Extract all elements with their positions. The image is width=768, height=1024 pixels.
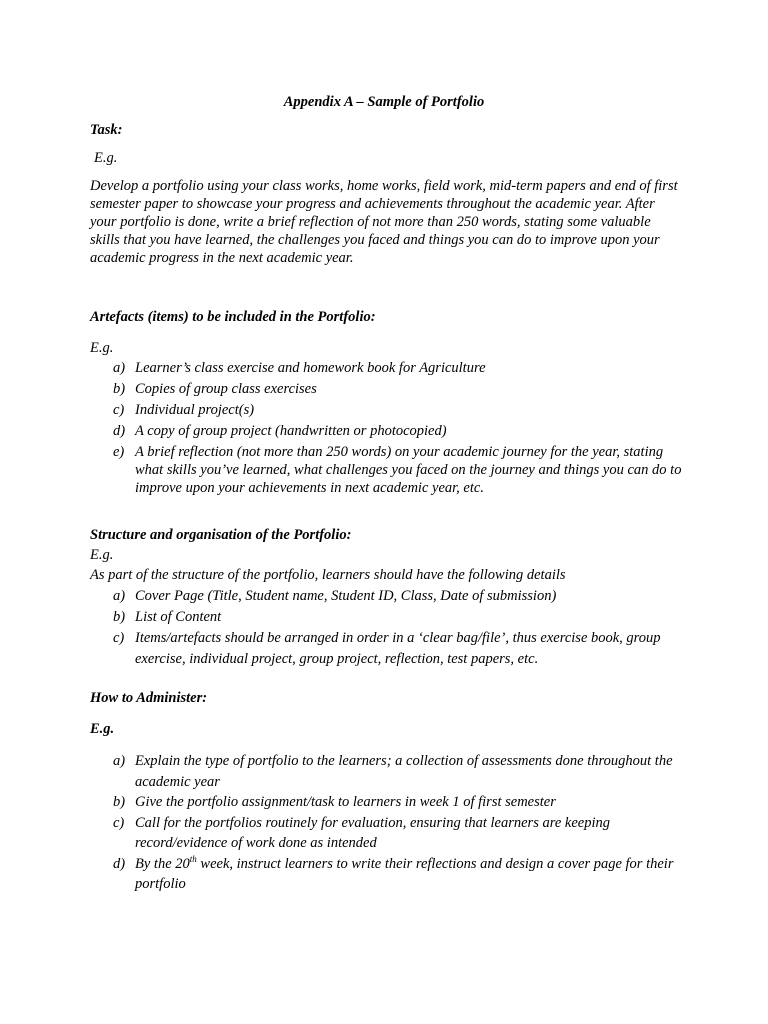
list-item bbox=[90, 628, 690, 670]
artefacts-eg: E.g. bbox=[90, 340, 114, 356]
list-marker: d) bbox=[113, 423, 126, 439]
list-item bbox=[90, 854, 690, 895]
structure-list bbox=[90, 586, 690, 670]
list-item-text-post: week, instruct learners to write their reflections and design a cover page for their portfolio bbox=[135, 855, 674, 892]
list-item-text: Give the portfolio assignment/task to learners in week 1 of first semester bbox=[135, 794, 556, 810]
list-item-text: List of Content bbox=[135, 609, 222, 625]
administer-heading: How to Administer: bbox=[90, 690, 208, 706]
administer-eg: E.g. bbox=[90, 721, 115, 737]
list-marker: e) bbox=[113, 444, 125, 460]
list-marker: a) bbox=[113, 360, 126, 376]
list-item-text: Items/artefacts should be arranged in order in a ‘clear bag/file’, thus exercise book, group exercise, individual project, group project, reflection, test papers, etc. bbox=[135, 630, 661, 667]
list-marker: c) bbox=[113, 630, 125, 646]
structure-heading: Structure and organisation of the Portfolio: bbox=[90, 527, 352, 543]
list-item-text: Individual project(s) bbox=[135, 402, 255, 418]
list-item-text bbox=[135, 853, 674, 893]
list-marker: c) bbox=[113, 814, 125, 831]
list-item bbox=[90, 813, 690, 854]
list-item-text-pre: By the 20 bbox=[135, 855, 190, 872]
list-item bbox=[90, 792, 690, 813]
ordinal-suffix: th bbox=[189, 853, 197, 864]
page-title: Appendix A – Sample of Portfolio bbox=[283, 94, 485, 110]
list-marker: d) bbox=[113, 855, 126, 872]
list-item-text: A brief reflection (not more than 250 words) on your academic journey for the year, stating what skills you’ve learned, what challenges you faced on the journey and things you can do to improve upon your achievements in next academic year, etc. bbox=[135, 444, 682, 496]
task-body: Develop a portfolio using your class works, home works, field work, mid-term papers and end of first semester paper to showcase your progress and achievements throughout the academic year. After your portfolio is done, write a brief reflection of not more than 250 words, stating some valuable skills that you have learned, the challenges you faced and things you can do to improve upon your academic progress in the next academic year. bbox=[90, 178, 678, 266]
list-marker: c) bbox=[113, 402, 125, 418]
list-item-text: A copy of group project (handwritten or photocopied) bbox=[135, 423, 447, 439]
list-marker: b) bbox=[113, 609, 126, 625]
artefacts-heading: Artefacts (items) to be included in the Portfolio: bbox=[90, 309, 376, 325]
task-heading: Task: bbox=[90, 122, 123, 138]
structure-eg: E.g. bbox=[90, 547, 114, 563]
structure-intro: As part of the structure of the portfolio, learners should have the following details bbox=[90, 567, 566, 583]
list-item bbox=[90, 586, 690, 607]
list-item-text: Explain the type of portfolio to the learners; a collection of assessments done throughout the academic year bbox=[135, 753, 673, 790]
list-marker: b) bbox=[113, 381, 126, 397]
list-marker: b) bbox=[113, 794, 126, 810]
list-item bbox=[90, 422, 690, 440]
artefacts-list bbox=[90, 359, 690, 497]
list-item bbox=[90, 443, 690, 497]
task-eg: E.g. bbox=[94, 150, 118, 166]
list-item-text: Cover Page (Title, Student name, Student ID, Class, Date of submission) bbox=[135, 588, 557, 604]
list-item bbox=[90, 401, 690, 419]
list-marker: a) bbox=[113, 753, 126, 769]
list-item bbox=[90, 751, 690, 792]
administer-list bbox=[90, 751, 690, 895]
list-item-text: Call for the portfolios routinely for evaluation, ensuring that learners are keeping record/evidence of work done as intended bbox=[135, 814, 610, 851]
list-item-text: Learner’s class exercise and homework book for Agriculture bbox=[135, 360, 486, 376]
list-item bbox=[90, 359, 690, 377]
list-item bbox=[90, 380, 690, 398]
list-item-text: Copies of group class exercises bbox=[135, 381, 317, 397]
list-marker: a) bbox=[113, 588, 126, 604]
list-item bbox=[90, 607, 690, 628]
